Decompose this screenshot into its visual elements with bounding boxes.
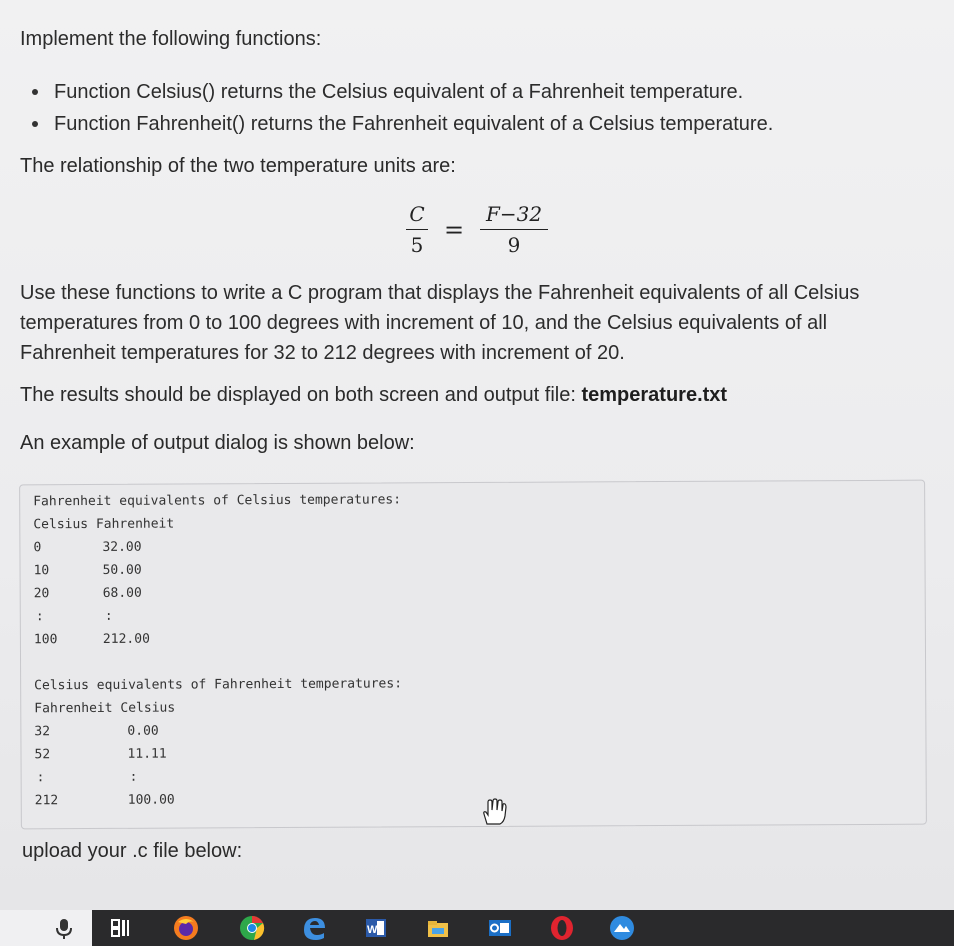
svg-text:W: W [367, 924, 378, 936]
app-icon[interactable] [608, 914, 636, 942]
upload-prompt: upload your .c file below: [22, 840, 243, 862]
list-item: Function Fahrenheit() returns the Fahrenheit equivalent of a Celsius temperature. [30, 108, 773, 140]
table-cell: : [104, 608, 113, 624]
table-cell: 0.00 [127, 723, 159, 739]
section1-title: Fahrenheit equivalents of Celsius temperatures: [33, 492, 402, 510]
list-item: Function Celsius() returns the Celsius equivalent of a Fahrenheit temperature. [30, 76, 773, 108]
chrome-icon[interactable] [238, 914, 266, 942]
task-view-icon[interactable] [106, 914, 134, 942]
bullet-icon [32, 89, 38, 95]
output-filename: temperature.txt [581, 384, 728, 406]
intro-text: Implement the following functions: [20, 28, 322, 50]
bullet-icon [32, 121, 38, 127]
table-cell: 52 [34, 747, 51, 763]
table-cell: 212.00 [102, 631, 150, 647]
description-text: Use these functions to write a C program that displays the Fahrenheit equivalents of all Celsius temperatures from 0 to 100 degrees with increment of 10, and the Celsius equivalents of all Fahrenheit temperatures for 32 to 212 degrees with increment of 20. [20, 282, 860, 364]
table-cell: 11.11 [127, 746, 167, 762]
results-text: The results should be displayed on both screen and output file: temperature.txt [20, 384, 728, 406]
table-cell: 68.00 [102, 585, 142, 601]
table-cell: 100 [33, 632, 58, 648]
microphone-icon[interactable] [50, 914, 78, 942]
search-area[interactable] [0, 910, 92, 946]
function-list [30, 76, 773, 140]
temperature-formula [400, 202, 560, 262]
firefox-icon[interactable] [172, 914, 200, 942]
table-cell: 32 [34, 724, 51, 740]
table-cell: 0 [33, 540, 42, 556]
hand-cursor-icon [478, 796, 508, 826]
section2-title: Celsius equivalents of Fahrenheit temperatures: [34, 676, 403, 694]
section1-header: Celsius Fahrenheit [33, 516, 175, 533]
relationship-text: The relationship of the two temperature units are: [20, 155, 456, 177]
opera-icon[interactable] [548, 914, 576, 942]
edge-icon[interactable] [300, 914, 328, 942]
windows-taskbar [0, 910, 954, 946]
formula-right-fraction: F−32 9 [480, 202, 548, 257]
table-cell: 212 [34, 793, 59, 809]
table-cell: : [129, 769, 138, 785]
formula-left-fraction: C 5 [406, 202, 428, 257]
output-example-box [19, 480, 927, 830]
example-text: An example of output dialog is shown below: [20, 432, 415, 454]
table-cell: : [35, 609, 44, 625]
formula-equals: = [444, 216, 465, 244]
file-explorer-icon[interactable] [424, 914, 452, 942]
word-icon[interactable] [362, 914, 390, 942]
table-cell: 100.00 [127, 792, 175, 808]
table-cell: 32.00 [102, 539, 142, 555]
table-cell: : [36, 770, 45, 786]
table-cell: 10 [33, 563, 50, 579]
table-cell: 50.00 [102, 562, 142, 578]
section2-header: Fahrenheit Celsius [34, 700, 176, 717]
table-cell: 20 [33, 586, 50, 602]
outlook-icon[interactable] [486, 914, 514, 942]
